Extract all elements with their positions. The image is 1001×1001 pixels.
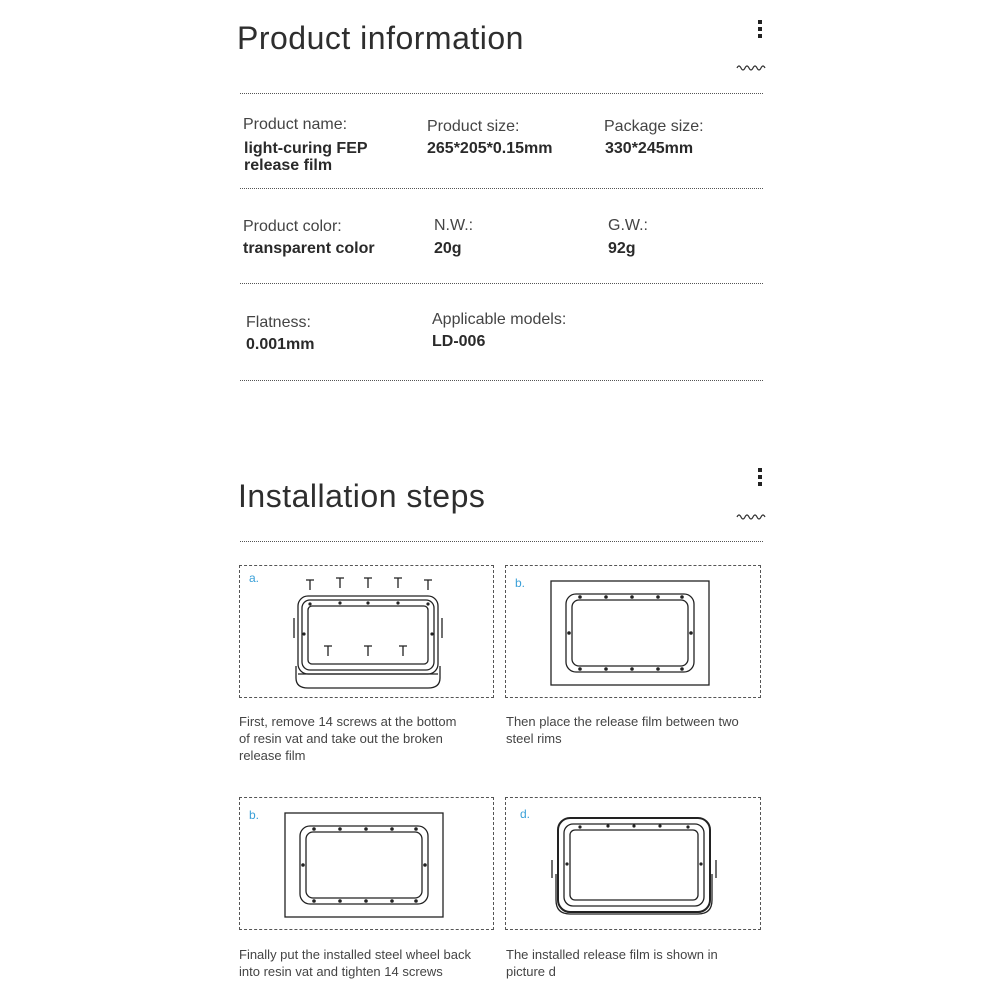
step-letter: b. <box>249 808 260 822</box>
applicable-models-value: LD-006 <box>432 333 486 350</box>
step-a-caption <box>239 713 499 764</box>
caption-line: Then place the release film between two <box>506 714 739 729</box>
step-letter: a. <box>249 571 260 585</box>
wave-icon <box>736 512 766 520</box>
step-c-figure <box>239 797 494 930</box>
flatness-label: Flatness: <box>246 314 311 331</box>
step-d-figure <box>505 797 761 930</box>
gw-value: 92g <box>608 240 636 257</box>
flatness-value: 0.001mm <box>246 336 315 353</box>
caption-line: steel rims <box>506 731 562 746</box>
caption-line: The installed release film is shown in <box>506 947 718 962</box>
product-name-value-line2: release film <box>244 157 333 174</box>
divider <box>240 188 763 189</box>
divider <box>240 380 763 381</box>
caption-line: into resin vat and tighten 14 screws <box>239 964 443 979</box>
caption-line: First, remove 14 screws at the bottom <box>239 714 457 729</box>
step-c-caption <box>239 946 499 980</box>
step-letter: d. <box>520 807 531 821</box>
product-name-label: Product name: <box>243 116 348 133</box>
installed-steel-rim-illustration <box>284 812 446 920</box>
step-a-figure <box>239 565 494 698</box>
product-color-value: transparent color <box>243 240 375 257</box>
caption-line: release film <box>239 748 306 763</box>
film-between-rims-illustration <box>550 580 712 688</box>
divider <box>240 93 763 94</box>
installed-film-illustration <box>550 814 718 924</box>
product-name-value-line1: light-curing FEP <box>244 140 368 157</box>
product-size-label: Product size: <box>427 118 520 135</box>
package-size-value: 330*245mm <box>605 140 694 157</box>
divider <box>240 283 763 284</box>
package-size-label: Package size: <box>604 118 704 135</box>
wave-icon <box>736 63 766 71</box>
more-icon[interactable] <box>758 20 762 41</box>
applicable-models-label: Applicable models: <box>432 311 567 328</box>
caption-line: picture d <box>506 964 556 979</box>
resin-vat-with-screws-illustration <box>288 574 448 692</box>
caption-line: of resin vat and take out the broken <box>239 731 443 746</box>
product-info-title: Product information <box>237 20 524 56</box>
product-color-label: Product color: <box>243 218 342 235</box>
divider <box>240 541 763 542</box>
gw-label: G.W.: <box>608 217 648 234</box>
installation-title: Installation steps <box>238 478 486 514</box>
nw-label: N.W.: <box>434 217 474 234</box>
caption-line: Finally put the installed steel wheel back <box>239 947 471 962</box>
nw-value: 20g <box>434 240 462 257</box>
step-letter: b. <box>515 576 526 590</box>
step-b-figure <box>505 565 761 698</box>
step-d-caption <box>506 946 766 980</box>
step-b-caption <box>506 713 766 747</box>
screw-top-row <box>306 578 432 590</box>
product-size-value: 265*205*0.15mm <box>427 140 553 157</box>
more-icon[interactable] <box>758 468 762 489</box>
